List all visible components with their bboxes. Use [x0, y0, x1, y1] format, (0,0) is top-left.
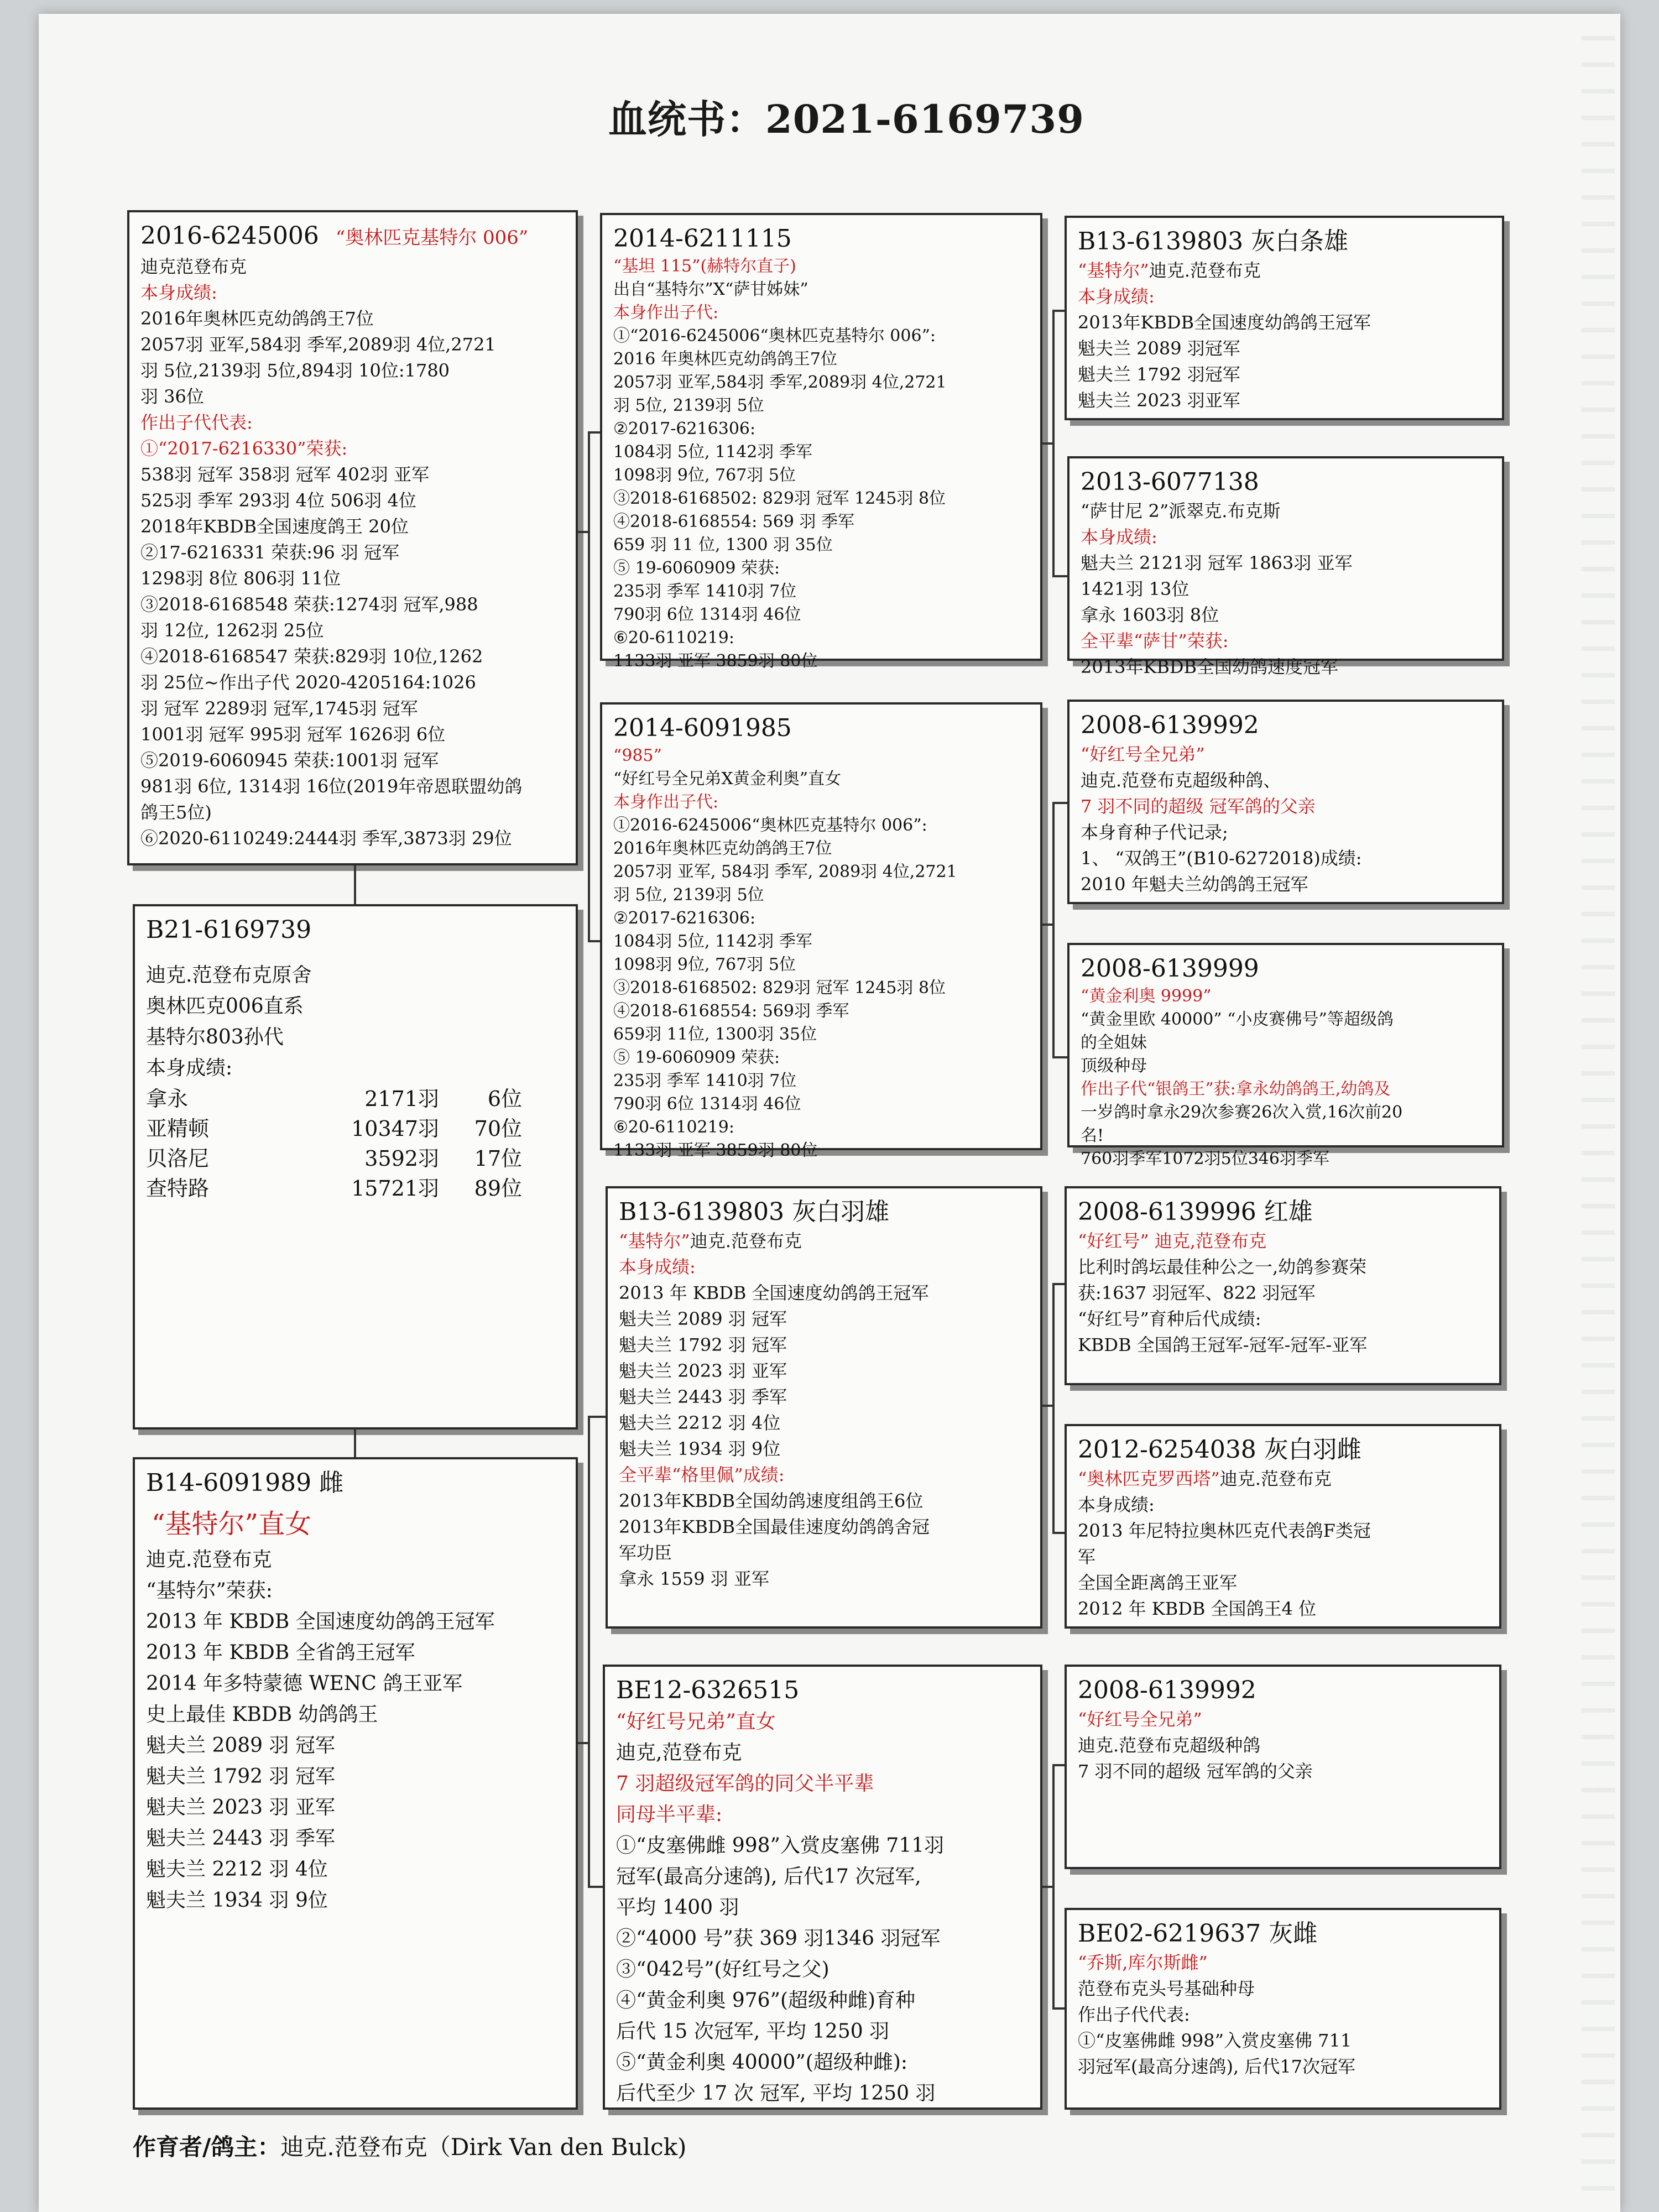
- result-birds: 10347羽: [351, 1117, 439, 1141]
- detail-line: ⑤ 19-6060909 荣获:: [613, 559, 780, 578]
- detail-line: “好红号”育种后代成绩:: [1078, 1308, 1261, 1329]
- detail-line: ①“2016-6245006“奥林匹克基特尔 006”:: [613, 326, 936, 346]
- breeder-name: 迪克.范登布克（Dirk Van den Bulck): [280, 2133, 687, 2161]
- sds-details: [1081, 742, 1491, 898]
- detail-line: 羽 冠军 2289羽 冠军,1745羽 冠军: [140, 698, 418, 719]
- connector: [588, 1416, 606, 1418]
- connector: [1052, 1056, 1067, 1058]
- detail-line: ⑥20-6110219:: [613, 628, 734, 648]
- result-row: [146, 1173, 565, 1203]
- detail-line: 2013 年 KBDB 全国速度幼鸽鸽王冠军: [619, 1282, 929, 1303]
- line-highlight: “奥林匹克罗西塔”: [1078, 1468, 1220, 1489]
- detail-line: [1078, 258, 1491, 284]
- result-rank: 17位: [474, 1146, 522, 1171]
- detail-line: ①“皮塞佛雌 998”入赏皮塞佛 711羽: [616, 1834, 945, 1857]
- sire-ring-id: 2016-6245006: [140, 222, 319, 250]
- detail-line: 羽 5位, 2139羽 5位: [613, 885, 764, 905]
- detail-line: “乔斯,库尔斯雌”: [1078, 1952, 1208, 1973]
- detail-line: 本身成绩:: [619, 1256, 696, 1277]
- detail-line: [1078, 1466, 1488, 1492]
- line-rest: 迪克.范登布克: [1219, 1468, 1332, 1489]
- detail-line: 235羽 季军 1410羽 7位: [613, 1071, 797, 1091]
- result-row: [146, 1114, 565, 1144]
- dam-dam-details: [616, 1707, 1029, 2109]
- dam-name: “基特尔”直女: [152, 1509, 312, 1540]
- sire-name: “奥林匹克基特尔 006”: [335, 227, 529, 249]
- sss-details: [1078, 258, 1491, 414]
- detail-line: ④“黄金利奥 976”(超级种雌)育种: [616, 1989, 916, 2012]
- connector: [1052, 1764, 1055, 2007]
- connector: [1052, 1283, 1065, 1285]
- dss-details: [1078, 1228, 1488, 1358]
- detail-line: 981羽 6位, 1314羽 16位(2019年帝恩联盟幼鸽: [140, 776, 523, 797]
- detail-line: 魁夫兰 1934 羽 9位: [146, 1889, 328, 1912]
- detail-line: 冠军(最高分速鸽), 后代17 次冠军,: [616, 1865, 921, 1888]
- detail-line: 2057羽 亚军,584羽 季军,2089羽 4位,2721: [613, 373, 947, 392]
- sds-card: [1067, 700, 1504, 904]
- detail-line: [619, 1228, 1029, 1254]
- detail-line: 本身成绩:: [1081, 526, 1157, 547]
- ddd-card: [1065, 1908, 1501, 2110]
- breeder-label: 作育者/鸽主：: [133, 2133, 281, 2161]
- detail-line: ②17-6216331 荣获:96 羽 冠军: [140, 542, 400, 563]
- detail-line: 魁夫兰 2443 羽 季军: [619, 1386, 787, 1407]
- detail-line: 2013年KBDB全国幼鸽速度组鸽王6位: [619, 1490, 924, 1511]
- connector: [1052, 802, 1067, 804]
- dam-ring-id: B14-6091989 雌: [146, 1469, 344, 1497]
- detail-line: ①2016-6245006“奥林匹克基特尔 006”:: [613, 816, 927, 835]
- result-place: 查特路: [146, 1176, 210, 1201]
- sss-ring-id: B13-6139803 灰白条雄: [1078, 227, 1349, 255]
- dsd-ring-id: 2012-6254038 灰白羽雌: [1078, 1436, 1361, 1464]
- detail-line: 659 羽 11 位, 1300 羽 35位: [613, 535, 833, 555]
- sire-dam-card: [600, 702, 1042, 1160]
- detail-line: 迪克,范登布克: [616, 1741, 742, 1764]
- detail-line: ④2018-6168554: 569 羽 季军: [613, 512, 855, 531]
- sire-dam-details: [613, 744, 1029, 1162]
- detail-line: ④2018-6168547 荣获:829羽 10位,1262: [140, 646, 483, 667]
- sire-sire-ring-id: 2014-6211115: [613, 225, 792, 253]
- detail-line: 军功臣: [619, 1542, 672, 1563]
- detail-line: ③2018-6168502: 829羽 冠军 1245羽 8位: [613, 489, 946, 508]
- connector: [588, 940, 600, 942]
- detail-line: “好红号” 迪克,范登布克: [1078, 1230, 1267, 1251]
- connector: [1052, 310, 1065, 312]
- connector: [588, 1886, 603, 1888]
- detail-line: ⑤“黄金利奥 40000”(超级种雌):: [616, 2051, 907, 2074]
- detail-line: 羽 5位, 2139羽 5位: [613, 396, 764, 415]
- detail-line: 1298羽 8位 806羽 11位: [140, 568, 341, 589]
- detail-line: 2057羽 亚军,584羽 季军,2089羽 4位,2721: [140, 334, 496, 355]
- line-highlight: “基特尔”: [619, 1230, 690, 1251]
- detail-line: 1133羽 亚军 3859羽 80位: [613, 1141, 818, 1160]
- sds-ring-id: 2008-6139992: [1081, 711, 1259, 739]
- detail-line: ②“4000 号”获 369 羽1346 羽冠军: [616, 1927, 941, 1950]
- detail-line: 2013年KBDB全国速度幼鸽鸽王冠军: [1078, 312, 1371, 333]
- result-birds: 2171羽: [364, 1087, 439, 1111]
- detail-line: 名!: [1081, 1126, 1104, 1145]
- detail-line: 2013 年 KBDB 全省鸽王冠军: [146, 1641, 415, 1664]
- detail-line: 顶级种母: [1081, 1056, 1147, 1076]
- result-birds: 15721羽: [351, 1176, 439, 1201]
- binder-holes: [1582, 14, 1615, 2212]
- detail-line: 比利时鸽坛最佳种公之一,幼鸽参赛荣: [1078, 1256, 1367, 1277]
- detail-line: 本身作出子代:: [613, 303, 719, 322]
- detail-line: ③2018-6168502: 829羽 冠军 1245羽 8位: [613, 978, 946, 998]
- connector: [1052, 310, 1055, 575]
- detail-line: 后代至少 17 次 冠军, 平均 1250 羽: [616, 2082, 936, 2105]
- detail-line: 奥林匹克006直系: [146, 995, 304, 1018]
- detail-line: 魁夫兰 2023 羽 亚军: [619, 1360, 787, 1381]
- detail-line: 1084羽 5位, 1142羽 季军: [613, 932, 812, 951]
- detail-line: 羽 5位,2139羽 5位,894羽 10位:1780: [140, 360, 450, 381]
- sire-details: [140, 254, 565, 852]
- detail-line: 平均 1400 羽: [616, 1896, 739, 1919]
- result-row: [146, 1084, 565, 1114]
- connector: [1052, 1283, 1055, 1532]
- detail-line: 235羽 季军 1410羽 7位: [613, 582, 797, 601]
- detail-line: 全平辈“萨甘”荣获:: [1081, 630, 1229, 651]
- ssd-details: [1081, 498, 1491, 680]
- detail-line: 作出子代代表:: [140, 412, 253, 433]
- detail-line: “好红号全兄弟”: [1081, 744, 1205, 765]
- breeder-footer: [133, 2129, 686, 2162]
- result-place: 亚精顿: [146, 1117, 210, 1141]
- ssd-ring-id: 2013-6077138: [1081, 468, 1259, 496]
- subject-results: [146, 1084, 565, 1203]
- detail-line: 基特尔803孙代: [146, 1026, 284, 1048]
- sire-card: [127, 210, 578, 865]
- sire-dam-ring-id: 2014-6091985: [613, 714, 792, 742]
- detail-line: 迪克.范登布克: [146, 1548, 272, 1571]
- detail-line: 魁夫兰 2089 羽 冠军: [146, 1734, 335, 1757]
- detail-line: 本身作出子代:: [613, 792, 719, 812]
- detail-line: “基坦 115”(赫特尔直子): [613, 257, 796, 276]
- detail-line: ③“042号”(好红号之父): [616, 1958, 830, 1981]
- detail-line: ③2018-6168548 荣获:1274羽 冠军,988: [140, 594, 478, 615]
- detail-line: 一岁鸽时拿永29次参赛26次入赏,16次前20: [1081, 1103, 1403, 1122]
- line-rest: 迪克.范登布克: [690, 1230, 802, 1251]
- detail-line: 2016 年奥林匹克幼鸽鸽王7位: [613, 349, 837, 369]
- detail-line: “黄金利奥 9999”: [1081, 987, 1212, 1006]
- connector: [1052, 1532, 1065, 1534]
- sss-card: [1065, 216, 1504, 420]
- ddd-ring-id: BE02-6219637 灰雌: [1078, 1919, 1318, 1948]
- subject-details: [146, 960, 565, 1084]
- connector: [588, 431, 600, 434]
- connector: [1052, 2007, 1065, 2010]
- detail-line: 魁夫兰 2089 羽冠军: [1078, 338, 1240, 359]
- detail-line: 2016年奥林匹克幼鸽鸽王7位: [140, 308, 374, 329]
- detail-line: 本身成绩:: [1078, 286, 1155, 307]
- detail-line: 1098羽 9位, 767羽 5位: [613, 955, 796, 974]
- sdd-card: [1067, 943, 1504, 1168]
- result-row: [146, 1144, 565, 1173]
- detail-line: 魁夫兰 2089 羽 冠军: [619, 1308, 787, 1329]
- detail-line: 范登布克头号基础种母: [1078, 1978, 1255, 1999]
- detail-line: ⑥20-6110219:: [613, 1118, 734, 1137]
- ddd-details: [1078, 1950, 1488, 2080]
- connector: [588, 1416, 590, 1886]
- dss-card: [1065, 1186, 1501, 1385]
- detail-line: 760羽季军1072羽5位346羽季军: [1081, 1149, 1329, 1168]
- detail-line: “黄金里欧 40000” “小皮赛佛号”等超级鸽: [1081, 1010, 1394, 1029]
- detail-line: 羽 12位, 1262羽 25位: [140, 620, 324, 641]
- detail-line: 拿永 1603羽 8位: [1081, 604, 1219, 625]
- sdd-ring-id: 2008-6139999: [1081, 954, 1259, 983]
- detail-line: 790羽 6位 1314羽 46位: [613, 605, 801, 624]
- dam-dam-ring-id: BE12-6326515: [616, 1676, 800, 1704]
- subject-ring-id: B21-6169739: [146, 916, 312, 944]
- detail-line: 羽冠军(最高分速鸽), 后代17次冠军: [1078, 2056, 1356, 2077]
- detail-line: 本身育种子代记录;: [1081, 822, 1228, 843]
- detail-line: “985”: [613, 746, 662, 765]
- detail-line: 魁夫兰 2023 羽 亚军: [146, 1796, 335, 1819]
- detail-line: 获:1637 羽冠军、822 羽冠军: [1078, 1282, 1316, 1303]
- detail-line: 2018年KBDB全国速度鸽王 20位: [140, 516, 409, 537]
- detail-line: 出自“基特尔”X“萨甘姊妹”: [613, 280, 808, 299]
- detail-line: 魁夫兰 1934 羽 9位: [619, 1438, 781, 1459]
- detail-line: 7 羽不同的超级 冠军鸽的父亲: [1078, 1761, 1313, 1782]
- connector: [1052, 575, 1067, 577]
- detail-line: 659羽 11位, 1300羽 35位: [613, 1025, 817, 1044]
- detail-line: 1133羽 亚军 3859羽 80位: [613, 651, 818, 671]
- detail-line: 本身成绩:: [1078, 1494, 1155, 1515]
- dss-ring-id: 2008-6139996 红雄: [1078, 1198, 1313, 1226]
- dsd-details: [1078, 1466, 1488, 1622]
- detail-line: 2012 年 KBDB 全国鸽王4 位: [1078, 1598, 1317, 1619]
- detail-line: ⑥2020-6110249:2444羽 季军,3873羽 29位: [140, 828, 512, 849]
- result-place: 拿永: [146, 1087, 189, 1111]
- detail-line: 羽 25位~作出子代 2020-4205164:1026: [140, 672, 476, 693]
- dam-details: [146, 1545, 565, 1916]
- line-rest: 迪克.范登布克: [1149, 260, 1261, 281]
- result-rank: 70位: [474, 1117, 522, 1141]
- detail-line: 1001羽 冠军 995羽 冠军 1626羽 6位: [140, 724, 446, 745]
- detail-line: “好红号全兄弟X黄金利奥”直女: [613, 769, 842, 789]
- connector: [588, 431, 590, 940]
- detail-line: ②2017-6216306:: [613, 909, 756, 928]
- detail-line: ①“皮塞佛雌 998”入赏皮塞佛 711: [1078, 2030, 1352, 2051]
- detail-line: 迪克范登布克: [140, 256, 247, 277]
- line-highlight: “基特尔”: [1078, 260, 1149, 281]
- detail-line: 538羽 冠军 358羽 冠军 402羽 亚军: [140, 464, 430, 485]
- detail-line: 作出子代代表:: [1078, 2004, 1190, 2025]
- detail-line: 1421羽 13位: [1081, 578, 1190, 599]
- detail-line: 525羽 季军 293羽 4位 506羽 4位: [140, 490, 416, 511]
- dam-sire-ring-id: B13-6139803 灰白羽雄: [619, 1198, 890, 1226]
- detail-line: 1084羽 5位, 1142羽 季军: [613, 442, 812, 462]
- detail-line: 全国全距离鸽王亚军: [1078, 1572, 1238, 1593]
- detail-line: 史上最佳 KBDB 幼鸽鸽王: [146, 1703, 378, 1726]
- detail-line: 魁夫兰 2443 羽 季军: [146, 1827, 335, 1850]
- connector: [1052, 802, 1055, 1056]
- detail-line: ④2018-6168554: 569羽 季军: [613, 1001, 849, 1021]
- detail-line: 作出子代“银鸽王”获:拿永幼鸽鸽王,幼鸽及: [1081, 1079, 1391, 1099]
- dds-ring-id: 2008-6139992: [1078, 1676, 1256, 1704]
- detail-line: 迪克.范登布克超级种鸽: [1078, 1735, 1261, 1756]
- dsd-card: [1065, 1424, 1501, 1629]
- detail-line: 2013 年尼特拉奥林匹克代表鸽F类冠: [1078, 1520, 1371, 1541]
- detail-line: 羽 36位: [140, 386, 204, 407]
- detail-line: “萨甘尼 2”派翠克.布克斯: [1081, 500, 1281, 521]
- detail-line: 7 羽超级冠军鸽的同父半平辈: [616, 1772, 874, 1795]
- dam-sire-card: [606, 1186, 1042, 1629]
- sdd-details: [1081, 985, 1491, 1171]
- detail-line: 全平辈“格里佩”成绩:: [619, 1464, 785, 1485]
- detail-line: 魁夫兰 2212 羽 4位: [619, 1412, 781, 1433]
- detail-line: 2010 年魁夫兰幼鸽鸽王冠军: [1081, 874, 1308, 895]
- detail-line: ⑤2019-6060945 荣获:1001羽 冠军: [140, 750, 439, 771]
- detail-line: “基特尔”荣获:: [146, 1579, 273, 1602]
- detail-line: 鸽王5位): [140, 802, 212, 823]
- sire-sire-details: [613, 255, 1029, 673]
- detail-line: 1、 “双鸽王”(B10-6272018)成绩:: [1081, 848, 1362, 869]
- detail-line: ①“2017-6216330”荣获:: [140, 438, 348, 459]
- result-place: 贝洛尼: [146, 1146, 210, 1171]
- ssd-card: [1067, 456, 1504, 677]
- detail-line: ②2017-6216306:: [613, 419, 756, 439]
- detail-line: 2013年KBDB全国最佳速度幼鸽鸽舍冠: [619, 1516, 930, 1537]
- sire-sire-card: [600, 213, 1042, 671]
- page-title: 血统书：2021-6169739: [608, 96, 1084, 142]
- detail-line: 1098羽 9位, 767羽 5位: [613, 466, 796, 485]
- detail-line: 790羽 6位 1314羽 46位: [613, 1094, 801, 1114]
- detail-line: 后代 15 次冠军, 平均 1250 羽: [616, 2020, 890, 2043]
- result-rank: 89位: [474, 1176, 522, 1201]
- detail-line: 魁夫兰 1792 羽 冠军: [619, 1334, 787, 1355]
- result-rank: 6位: [487, 1087, 522, 1111]
- detail-line: 的全姐妹: [1081, 1033, 1147, 1052]
- connector: [354, 865, 356, 904]
- detail-line: KBDB 全国鸽王冠军-冠军-冠军-亚军: [1078, 1334, 1368, 1355]
- detail-line: 同母半平辈:: [616, 1803, 723, 1826]
- detail-line: 2014 年多特蒙德 WENC 鸽王亚军: [146, 1672, 463, 1695]
- detail-line: 魁夫兰 2121羽 冠军 1863羽 亚军: [1081, 552, 1353, 573]
- dds-card: [1065, 1665, 1501, 1869]
- dam-dam-card: [603, 1665, 1042, 2110]
- subject-card: [133, 904, 578, 1430]
- detail-line: 2013年KBDB全国幼鸽速度冠军: [1081, 656, 1339, 677]
- detail-line: 2013 年 KBDB 全国速度幼鸽鸽王冠军: [146, 1610, 495, 1633]
- dds-details: [1078, 1707, 1488, 1785]
- detail-line: 魁夫兰 2212 羽 4位: [146, 1858, 328, 1881]
- dam-card: [133, 1457, 578, 2110]
- detail-line: “好红号全兄弟”: [1078, 1709, 1202, 1730]
- connector: [354, 1430, 356, 1457]
- connector: [1052, 1764, 1065, 1766]
- detail-line: “好红号兄弟”直女: [616, 1710, 776, 1733]
- detail-line: 2057羽 亚军, 584羽 季军, 2089羽 4位,2721: [613, 862, 957, 881]
- dam-sire-details: [619, 1228, 1029, 1592]
- detail-line: 7 羽不同的超级 冠军鸽的父亲: [1081, 796, 1316, 817]
- detail-line: 本身成绩:: [140, 282, 217, 303]
- detail-line: 拿永 1559 羽 亚军: [619, 1568, 769, 1589]
- detail-line: 魁夫兰 2023 羽亚军: [1078, 390, 1240, 411]
- detail-line: 魁夫兰 1792 羽 冠军: [146, 1765, 335, 1788]
- detail-line: 2016年奥林匹克幼鸽鸽王7位: [613, 839, 832, 858]
- detail-line: 军: [1078, 1546, 1096, 1567]
- result-birds: 3592羽: [364, 1146, 439, 1171]
- detail-line: ⑤ 19-6060909 荣获:: [613, 1048, 780, 1067]
- detail-line: 魁夫兰 1792 羽冠军: [1078, 364, 1240, 385]
- detail-line: 迪克.范登布克超级种鸽、: [1081, 770, 1281, 791]
- detail-line: 迪克.范登布克原舍: [146, 964, 312, 987]
- detail-line: 本身成绩:: [146, 1057, 233, 1079]
